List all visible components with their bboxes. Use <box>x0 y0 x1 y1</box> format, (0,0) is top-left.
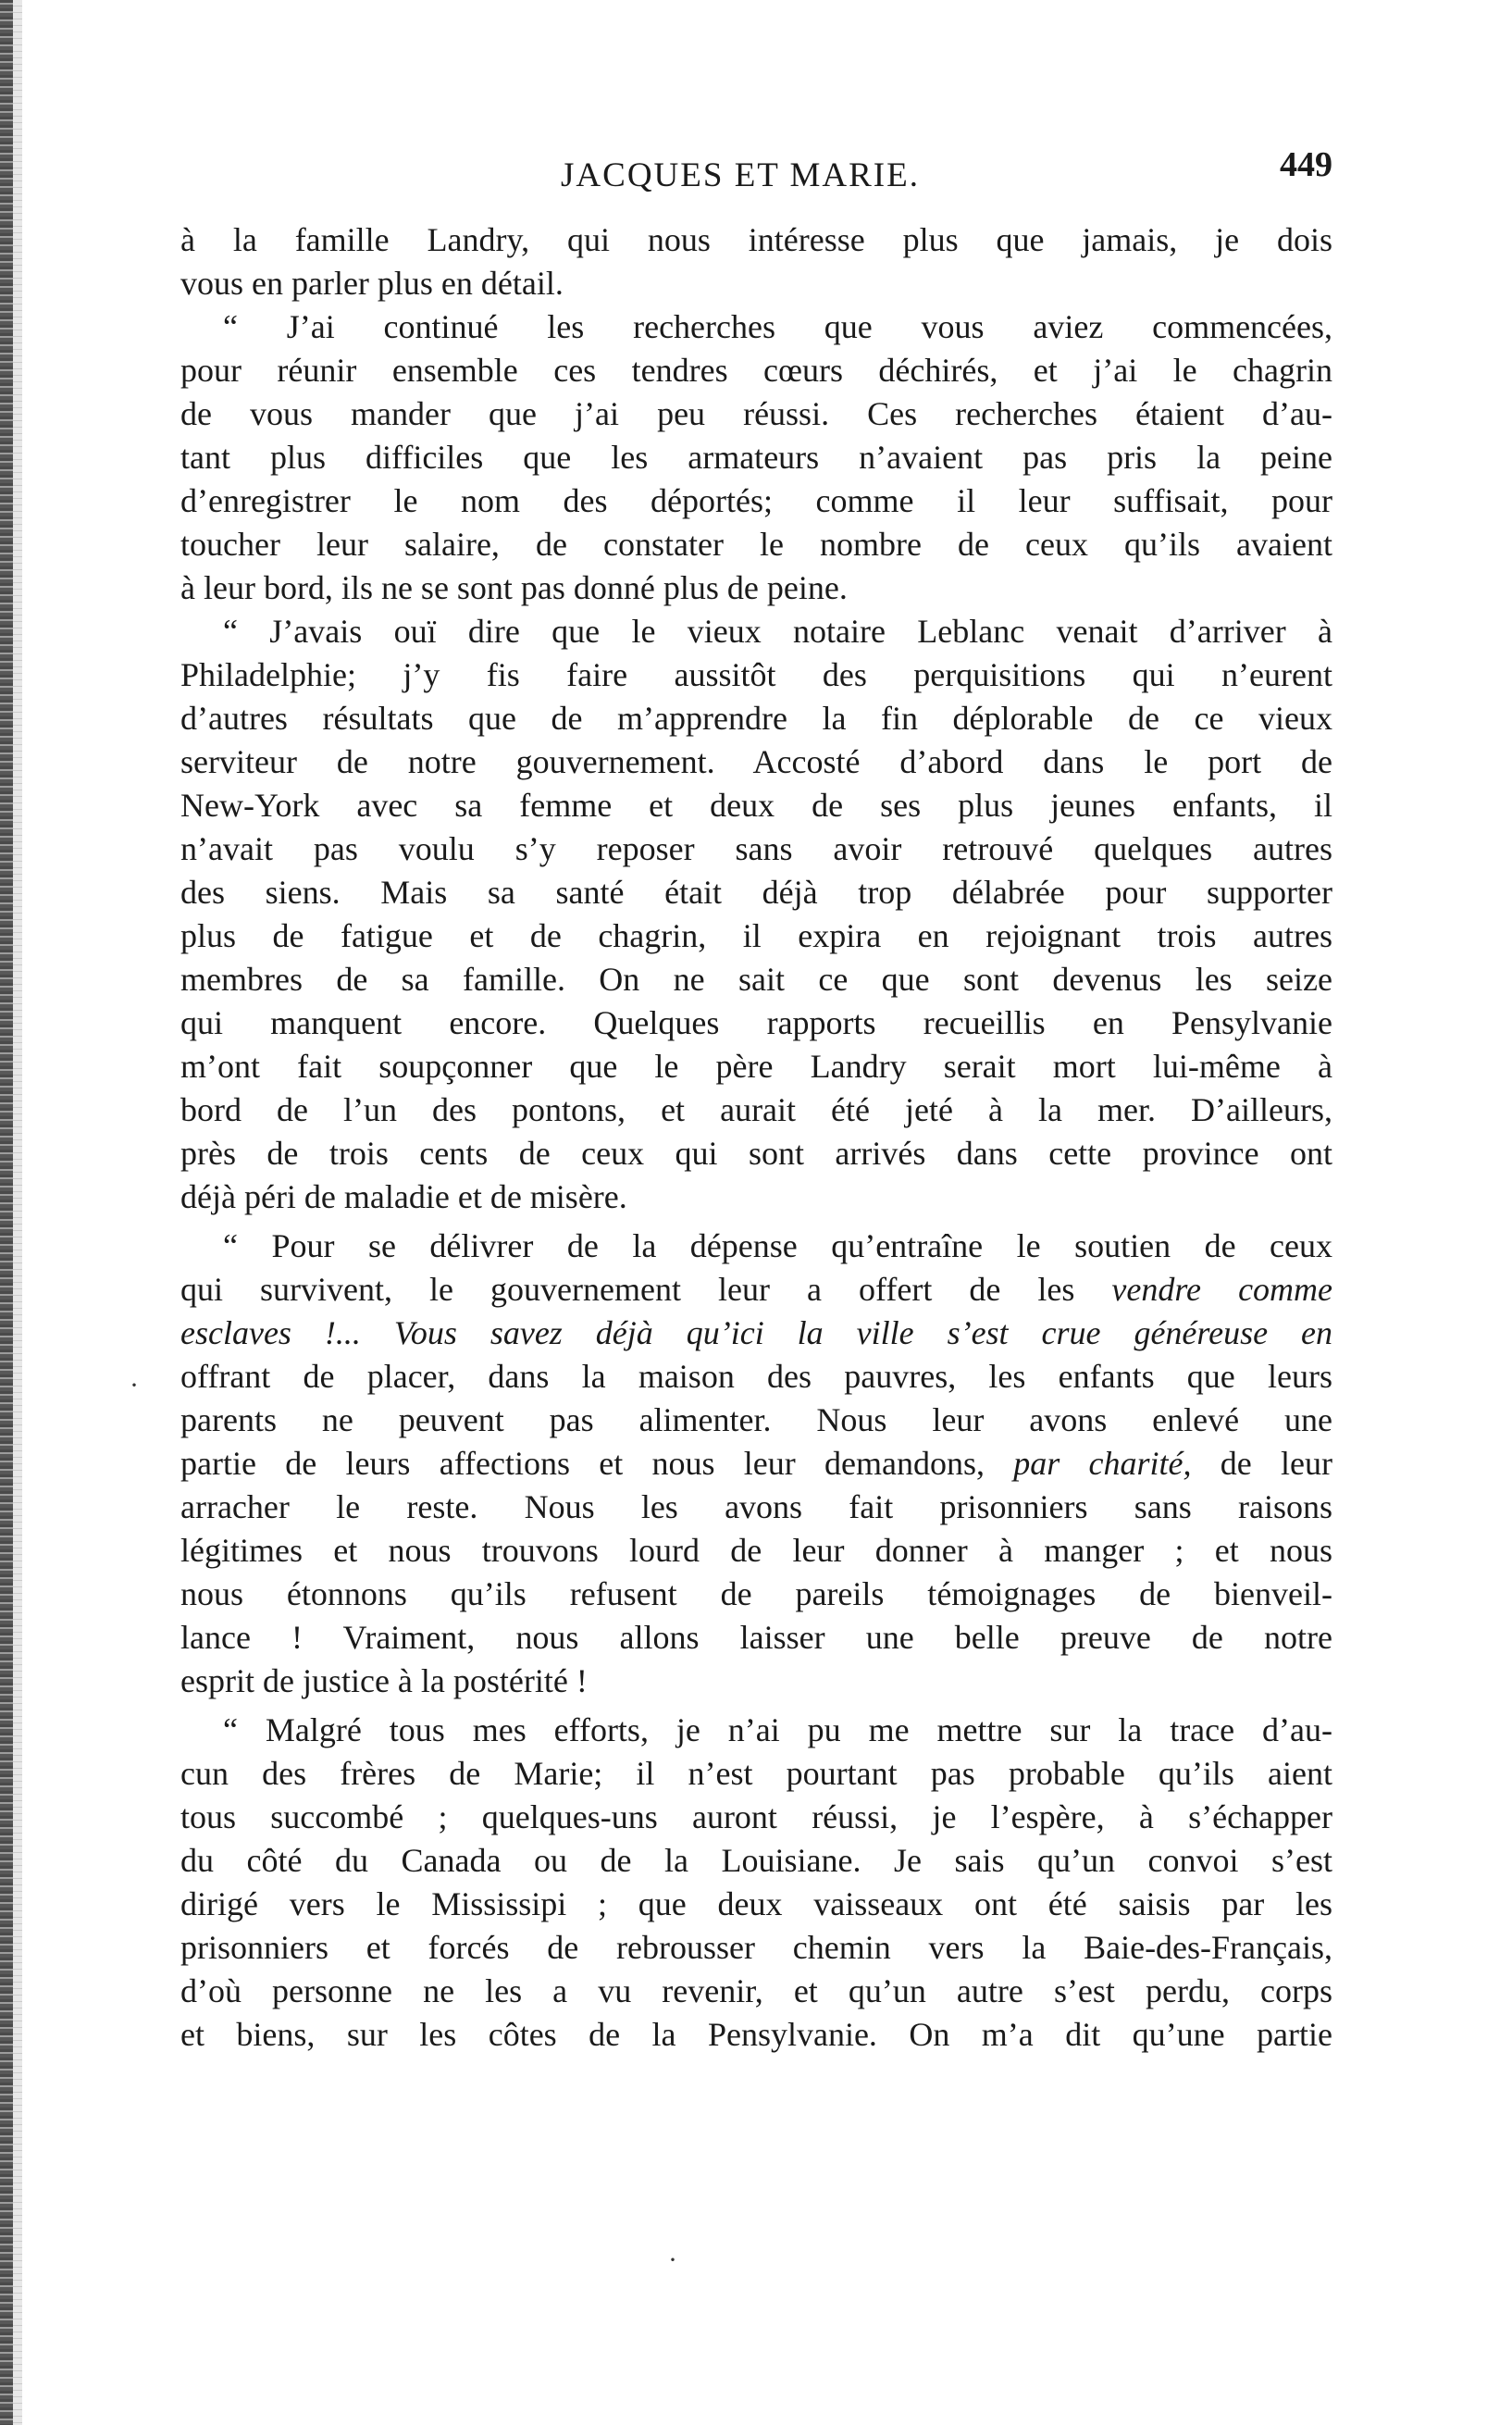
page-title: JACQUES ET MARIE. <box>561 156 920 194</box>
text-line: prisonniers et forcés de rebrousser chemin vers la Baie-des-Français, <box>180 1929 1332 1966</box>
text-line: déjà péri de maladie et de misère. <box>180 1178 627 1215</box>
text-line: “ Malgré tous mes efforts, je n’ai pu me mettre sur la trace d’au- <box>223 1711 1332 1748</box>
text-line: à leur bord, ils ne se sont pas donné plus de peine. <box>180 569 848 606</box>
paragraph <box>180 218 1332 305</box>
text-line: toucher leur salaire, de constater le nombre de ceux qu’ils avaient <box>180 526 1332 563</box>
text-line-with-italic <box>180 1442 1332 1486</box>
text-line: New-York avec sa femme et deux de ses plus jeunes enfants, il <box>180 787 1332 824</box>
text-line: esprit de justice à la postérité ! <box>180 1662 588 1699</box>
text-line: qui manquent encore. Quelques rapports recueillis en Pensylvanie <box>180 1004 1332 1041</box>
text-line: cun des frères de Marie; il n’est pourtant pas probable qu’ils aient <box>180 1755 1332 1792</box>
text-fragment: de leur <box>1191 1445 1332 1482</box>
italic-line: esclaves !... Vous savez déjà qu’ici la ville s’est crue généreuse en <box>180 1314 1332 1351</box>
text-line: “ Pour se délivrer de la dépense qu’entraîne le soutien de ceux <box>223 1227 1332 1264</box>
text-line: d’où personne ne les a vu revenir, et qu’un autre s’est perdu, corps <box>180 1972 1332 2009</box>
text-line: du côté du Canada ou de la Louisiane. Je sais qu’un convoi s’est <box>180 1842 1332 1879</box>
text-line: d’enregistrer le nom des déportés; comme il leur suffisait, pour <box>180 482 1332 519</box>
body-text <box>180 218 1332 2057</box>
text-line-with-italic <box>180 1268 1332 1312</box>
text-line <box>180 1312 1332 1355</box>
text-line: membres de sa famille. On ne sait ce que sont devenus les seize <box>180 961 1332 998</box>
text-line: “ J’avais ouï dire que le vieux notaire Leblanc venait d’arriver à <box>223 613 1332 650</box>
paragraph <box>180 610 1332 1219</box>
text-line: bord de l’un des pontons, et aurait été jeté à la mer. D’ailleurs, <box>180 1091 1332 1128</box>
text-line: Philadelphie; j’y fis faire aussitôt des perquisitions qui n’eurent <box>180 656 1332 693</box>
margin-speck: · <box>130 1370 139 1400</box>
text-line: tant plus difficiles que les armateurs n’avaient pas pris la peine <box>180 439 1332 476</box>
text-line: vous en parler plus en détail. <box>180 265 564 302</box>
running-head <box>167 145 1332 211</box>
text-line: de vous mander que j’ai peu réussi. Ces recherches étaient d’au- <box>180 395 1332 432</box>
text-line: serviteur de notre gouvernement. Accosté d’abord dans le port de <box>180 743 1332 780</box>
text-line: légitimes et nous trouvons lourd de leur donner à manger ; et nous <box>180 1532 1332 1569</box>
binding-shadow <box>13 0 22 2425</box>
text-line: à la famille Landry, qui nous intéresse plus que jamais, je dois <box>180 221 1332 258</box>
paragraph <box>180 1225 1332 1703</box>
text-fragment: partie de leurs affections et nous leur demandons, <box>180 1445 985 1482</box>
text-line: près de trois cents de ceux qui sont arrivés dans cette province ont <box>180 1135 1332 1172</box>
italic-phrase: vendre comme <box>1111 1271 1332 1308</box>
text-line: tous succombé ; quelques-uns auront réussi, je l’espère, à s’échapper <box>180 1798 1332 1835</box>
page-number: 449 <box>1280 145 1332 184</box>
text-line: pour réunir ensemble ces tendres cœurs déchirés, et j’ai le chagrin <box>180 352 1332 389</box>
text-line: dirigé vers le Mississipi ; que deux vaisseaux ont été saisis par les <box>180 1885 1332 1922</box>
paragraph <box>180 305 1332 610</box>
binding-edge <box>0 0 13 2425</box>
text-line: plus de fatigue et de chagrin, il expira en rejoignant trois autres <box>180 917 1332 954</box>
text-line: “ J’ai continué les recherches que vous aviez commencées, <box>223 308 1332 345</box>
text-line: arracher le reste. Nous les avons fait prisonniers sans raisons <box>180 1488 1332 1525</box>
text-line: m’ont fait soupçonner que le père Landry serait mort lui-même à <box>180 1048 1332 1085</box>
text-fragment: qui survivent, le gouvernement leur a offert de les <box>180 1271 1075 1308</box>
italic-phrase: par charité, <box>1013 1445 1192 1482</box>
text-line: des siens. Mais sa santé était déjà trop délabrée pour supporter <box>180 874 1332 911</box>
text-line: nous étonnons qu’ils refusent de pareils témoignages de bienveil- <box>180 1575 1332 1612</box>
paragraph <box>180 1709 1332 2057</box>
text-line: et biens, sur les côtes de la Pensylvanie. On m’a dit qu’une partie <box>180 2016 1332 2053</box>
text-line: n’avait pas voulu s’y reposer sans avoir retrouvé quelques autres <box>180 830 1332 867</box>
text-line: offrant de placer, dans la maison des pauvres, les enfants que leurs <box>180 1358 1332 1395</box>
page-speck: · <box>668 2245 677 2275</box>
text-line: d’autres résultats que de m’apprendre la fin déplorable de ce vieux <box>180 700 1332 737</box>
text-line: lance ! Vraiment, nous allons laisser une belle preuve de notre <box>180 1619 1332 1656</box>
text-line: parents ne peuvent pas alimenter. Nous leur avons enlevé une <box>180 1401 1332 1438</box>
